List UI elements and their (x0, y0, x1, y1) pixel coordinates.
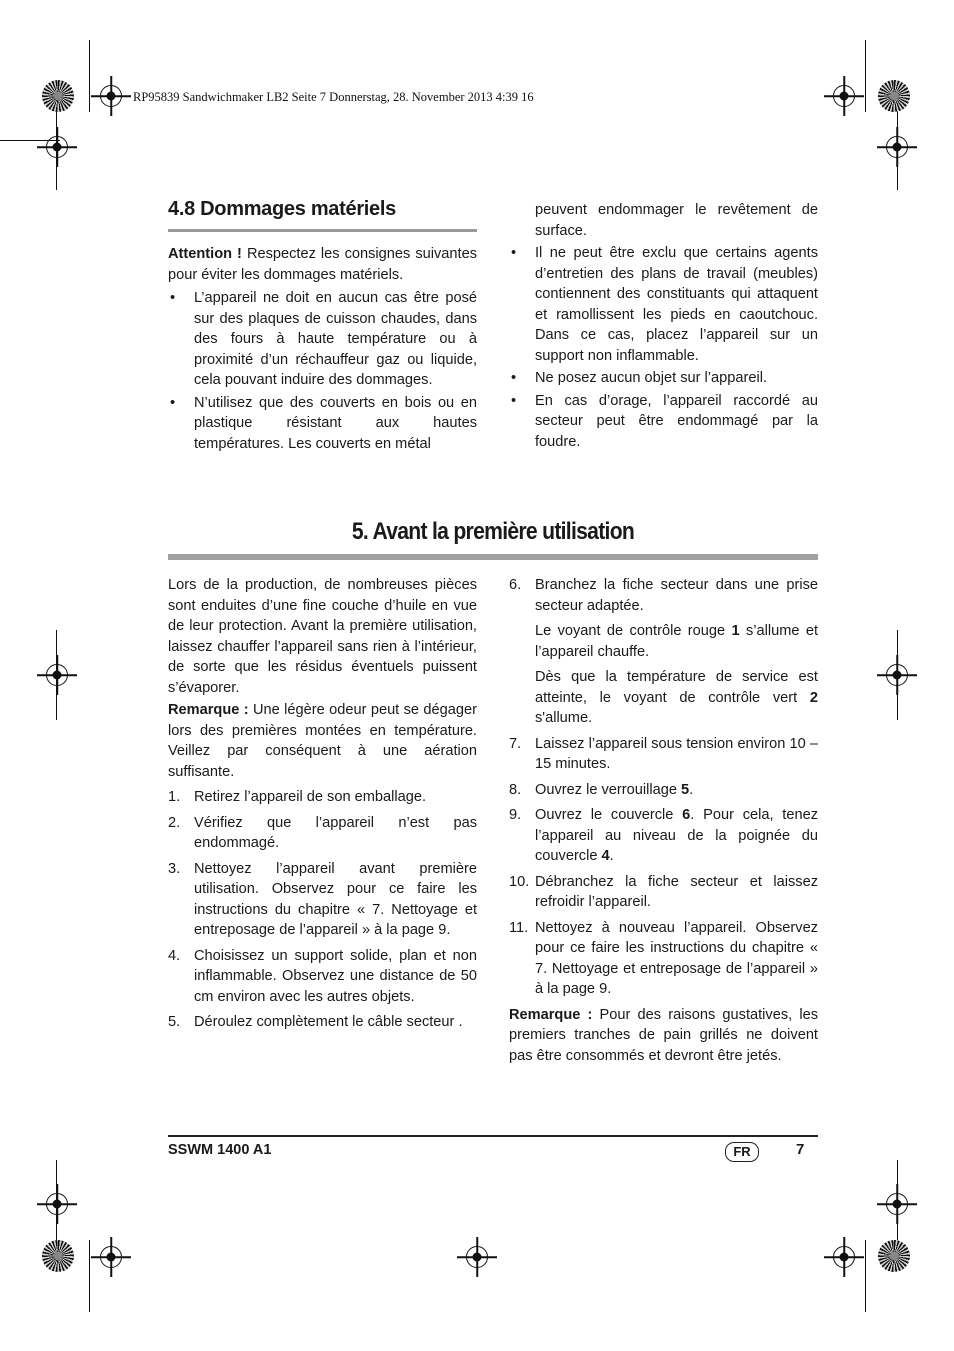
step-number: 6. (509, 577, 522, 593)
step-item (168, 813, 477, 854)
step-item (168, 787, 477, 808)
section-title: 4.8 Dommages matériels (168, 198, 396, 220)
step-item (509, 872, 818, 913)
step-text: Débranchez la fiche secteur et laissez refroidir l’appareil. (535, 873, 818, 910)
step-item (168, 1012, 477, 1033)
print-header: RP95839 Sandwichmaker LB2 Seite 7 Donnerstag, 28. November 2013 4:39 16 (133, 90, 534, 104)
step-text: Branchez la fiche secteur dans une prise secteur adaptée. (535, 577, 818, 614)
step-text: Retirez l’appareil de son emballage. (194, 789, 427, 805)
chapter-5-left-column (168, 575, 477, 1033)
chapter-rule (168, 554, 818, 560)
chapter-title: 5. Avant la première utilisation (351, 518, 635, 545)
crosshair-icon (46, 136, 68, 158)
remark-text: Une légère odeur peut se dégager lors des premières montées en température. Veillez par conséquent à une aération suffisante. (168, 702, 477, 780)
step-number: 8. (509, 781, 522, 798)
continuation-text: peuvent endommager le revêtement de surface. (535, 202, 818, 239)
crosshair-icon (886, 1193, 908, 1215)
step-note: Dès que la température de service est atteinte, le voyant de contrôle vert 2 s'allume. (535, 669, 818, 726)
remark-text: Pour des raisons gustatives, les premiers tranches de pain grillés ne doivent pas être consommés et devront être jetés. (509, 1006, 818, 1064)
step-number: 5. (168, 1014, 181, 1030)
step-item (168, 946, 477, 1008)
remark-label: Remarque : (168, 702, 249, 718)
list-item: • Ne posez aucun objet sur l’appareil. (509, 368, 818, 389)
step-number: 10. (509, 873, 530, 890)
attention-paragraph (168, 244, 477, 285)
step-text: Nettoyez à nouveau l’appareil. Observez pour ce faire les instructions du chapitre « 7. Nettoyage et entreposage de l’appareil » à la page 9. (535, 919, 818, 997)
registration-star-icon (878, 80, 910, 112)
crosshair-icon (466, 1246, 488, 1268)
step-item: 9. Ouvrez le couvercle 6. Pour cela, tenez l’appareil au niveau de la poignée du couvercle 4. (509, 807, 818, 864)
remark-paragraph (509, 1005, 818, 1067)
registration-star-icon (878, 1240, 910, 1272)
list-item: • N’utilisez que des couverts en bois ou en plastique résistant aux hautes températures. Les couverts en métal (168, 393, 477, 455)
step-text: Nettoyez l’appareil avant première utilisation. Observez pour ce faire les instructions du chapitre « 7. Nettoyage et entreposage de l’appareil » à la page 9. (194, 860, 477, 938)
registration-star-icon (42, 80, 74, 112)
step-number: 7. (509, 735, 522, 752)
step-number: 3. (168, 860, 181, 877)
step-item (509, 918, 818, 1000)
language-badge: FR (725, 1142, 759, 1162)
crop-mark (89, 40, 90, 112)
crosshair-icon (100, 85, 122, 107)
list-item: • En cas d’orage, l’appareil raccordé au secteur peut être endommagé par la foudre. (509, 391, 818, 453)
step-item (509, 734, 818, 775)
step-number: 4. (168, 947, 181, 964)
crop-mark (865, 1240, 866, 1312)
step-number: 2. (168, 814, 181, 831)
list-item: • L’appareil ne doit en aucun cas être posé sur des plaques de cuisson chaudes, dans des fours à haute température ou à proximité d’un réchauffeur gaz ou liquide, cela pouvant induire des dommages. (168, 288, 477, 391)
footer-model: SSWM 1400 A1 (168, 1142, 272, 1158)
attention-label: Attention ! (168, 246, 242, 262)
step-number: 1. (168, 789, 181, 805)
chapter-5-right-column (509, 570, 818, 1066)
attention-text: Respectez les consignes suivantes pour éviter les dommages matériels. (168, 246, 477, 283)
step-number: 9. (509, 807, 522, 823)
page-number: 7 (796, 1141, 805, 1158)
section-48-left-column (168, 244, 477, 454)
footer-rule (168, 1135, 818, 1137)
step-text: Vérifiez que l’appareil n’est pas endommagé. (194, 814, 477, 851)
crop-mark (865, 40, 866, 112)
list-item: • Il ne peut être exclu que certains agents d’entretien des plans de travail (meubles) contiennent des constituants qui attaquent et ramollissent les pieds en caoutchouc. Dans ce cas, placez l’appareil sur un support non inflammable. (509, 243, 818, 366)
crop-mark (89, 1240, 90, 1312)
step-note: Le voyant de contrôle rouge 1 s’allume et l’appareil chauffe. (535, 623, 818, 660)
crosshair-icon (100, 1246, 122, 1268)
crosshair-icon (46, 664, 68, 686)
section-48-right-column (509, 200, 818, 452)
step-text: Laissez l’appareil sous tension environ 10 – 15 minutes. (535, 735, 818, 772)
crosshair-icon (886, 664, 908, 686)
crosshair-icon (833, 1246, 855, 1268)
section-rule (168, 229, 477, 232)
step-text: Déroulez complètement le câble secteur . (194, 1014, 463, 1030)
crosshair-icon (833, 85, 855, 107)
step-item (168, 859, 477, 941)
remark-paragraph (168, 700, 477, 782)
step-item: 8. Ouvrez le verrouillage 5. (509, 780, 818, 801)
crosshair-icon (46, 1193, 68, 1215)
step-item (509, 575, 818, 729)
remark-label: Remarque : (509, 1006, 593, 1023)
intro-paragraph: Lors de la production, de nombreuses pièces sont enduites d’une fine couche d’huile en vue de leur protection. Avant la première utilisation, laissez chauffer l’appareil sans rien à l’intérieur, de sorte que les résidus éventuels puissent s’évaporer. (168, 577, 477, 696)
registration-star-icon (42, 1240, 74, 1272)
crosshair-icon (886, 136, 908, 158)
step-text: Choisissez un support solide, plan et non inflammable. Observez une distance de 50 cm environ avec les autres objets. (194, 947, 477, 1005)
step-number: 11. (509, 919, 529, 936)
